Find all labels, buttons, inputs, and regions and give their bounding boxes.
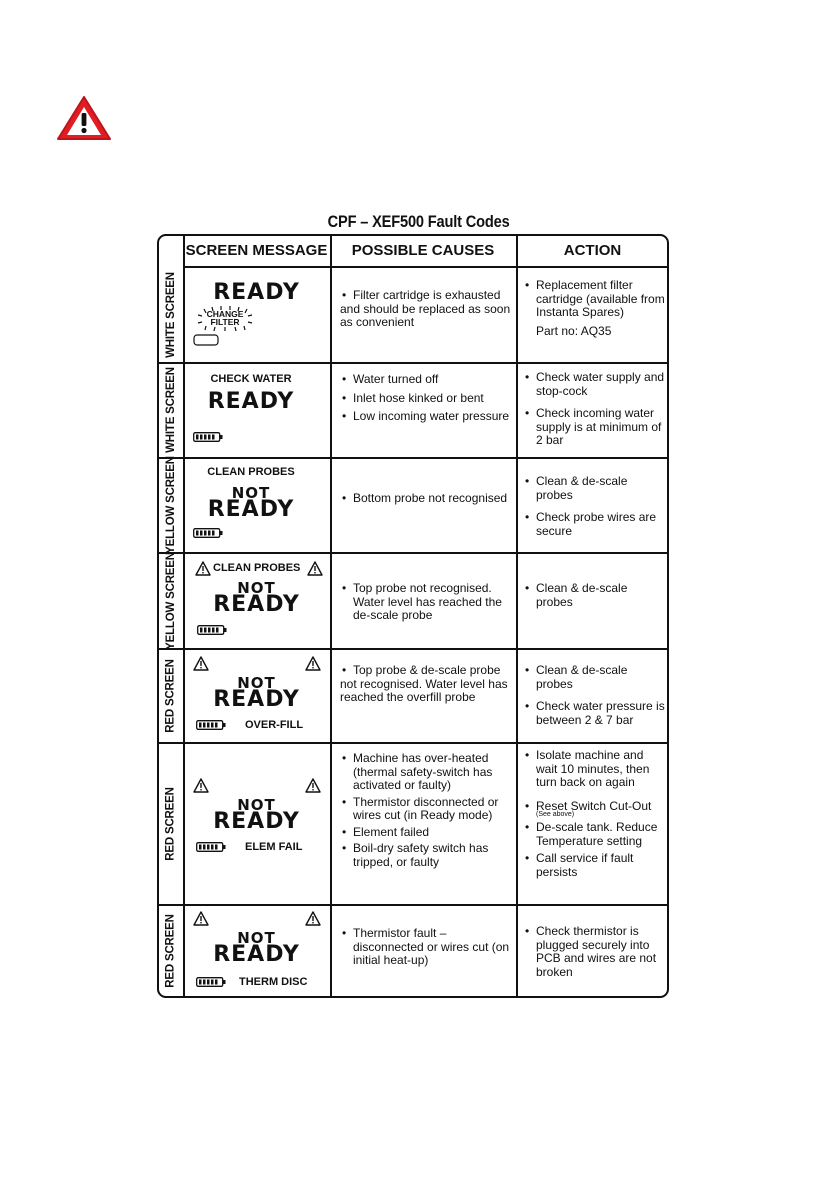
battery-icon	[196, 720, 226, 730]
action-item: • De-scale tank. Reduce Temperature setting	[523, 821, 667, 848]
action-item: • Check water pressure is between 2 & 7 bar	[523, 700, 667, 727]
cause-item: • Boil-dry safety switch has tripped, or faulty	[340, 842, 514, 869]
row-label: RED SCREEN	[165, 913, 177, 988]
screen-message-cell	[183, 553, 330, 648]
clean-probes-text: CLEAN PROBES	[213, 562, 301, 574]
page-title: CPF – XEF500 Fault Codes	[327, 212, 510, 231]
screen-message-cell	[183, 743, 330, 904]
warning-icon	[193, 778, 209, 793]
screen-message-cell	[183, 649, 330, 742]
not-text: NOT	[237, 674, 276, 692]
ready-text: READY	[213, 592, 300, 617]
causes-cell	[340, 373, 512, 429]
ready-text: READY	[213, 687, 300, 712]
action-item: • Clean & de-scale probes	[523, 475, 667, 502]
action-item: • Replacement filter cartridge (available from Instanta Spares)	[523, 279, 667, 320]
action-item: • Reset Switch Cut-Out	[523, 800, 667, 814]
column-divider	[516, 236, 518, 996]
cause-item: • Low incoming water pressure	[340, 410, 512, 424]
screen-message-cell	[183, 905, 330, 996]
see-above-note: (See above)	[536, 811, 575, 818]
action-item: • Clean & de-scale probes	[523, 582, 667, 609]
warning-icon	[195, 561, 211, 576]
cause-item: • Thermistor fault – disconnected or wires cut (on initial heat-up)	[340, 927, 512, 968]
ready-text: READY	[213, 280, 300, 305]
not-text: NOT	[237, 579, 276, 597]
filter-icon	[193, 334, 219, 346]
screen-message-cell	[183, 363, 330, 457]
cause-item: • Top probe & de-scale probe not recognised. Water level has reached the overfill probe	[340, 664, 512, 705]
ready-text: READY	[207, 497, 295, 522]
warning-icon	[305, 911, 321, 926]
warning-icon	[307, 561, 323, 576]
causes-cell	[340, 927, 512, 973]
action-cell	[523, 925, 667, 984]
elem-fail-text: ELEM FAIL	[245, 841, 303, 853]
action-item: • Check incoming water supply is at minimum of 2 bar	[523, 407, 667, 448]
warning-icon	[193, 911, 209, 926]
causes-cell	[340, 289, 512, 335]
header-screen-message: SCREEN MESSAGE	[185, 242, 328, 259]
action-cell	[523, 664, 667, 732]
cause-item: • Water turned off	[340, 373, 512, 387]
cause-item: • Machine has over-heated (thermal safety-switch has activated or faulty)	[340, 752, 514, 793]
not-text: NOT	[237, 796, 276, 814]
causes-cell	[340, 664, 512, 710]
causes-cell	[340, 752, 514, 872]
ready-text: READY	[213, 809, 300, 834]
cause-item: • Filter cartridge is exhausted and should be replaced as soon as convenient	[340, 289, 512, 330]
action-item: • Isolate machine and wait 10 minutes, then turn back on again	[523, 749, 667, 790]
battery-icon	[196, 977, 226, 987]
action-cell	[523, 475, 667, 543]
header-action: ACTION	[563, 242, 622, 259]
action-cell	[523, 371, 667, 453]
not-text: NOT	[237, 929, 276, 947]
battery-icon	[197, 625, 227, 635]
cause-item: • Thermistor disconnected or wires cut (in Ready mode)	[340, 796, 514, 823]
row-label: WHITE SCREEN	[165, 272, 177, 358]
action-cell	[523, 279, 667, 338]
row-label: RED SCREEN	[165, 658, 177, 733]
ready-text: READY	[213, 942, 300, 967]
action-cell	[523, 749, 667, 884]
screen-message-cell	[183, 458, 330, 552]
column-divider	[330, 236, 332, 996]
action-item: • Clean & de-scale probes	[523, 664, 667, 691]
action-item: • Check water supply and stop-cock	[523, 371, 667, 398]
row-label: YELLOW SCREEN	[165, 456, 177, 554]
row-label: WHITE SCREEN	[165, 367, 177, 453]
change-filter-text: CHANGE FILTER	[206, 309, 244, 327]
row-label: RED SCREEN	[165, 786, 177, 861]
battery-icon	[196, 842, 226, 852]
cause-item: • Element failed	[340, 826, 514, 840]
ready-text: READY	[207, 389, 295, 414]
check-water-text: CHECK WATER	[210, 373, 292, 385]
fault-code-table	[157, 234, 669, 998]
warning-triangle-icon	[56, 94, 112, 142]
cause-item: • Inlet hose kinked or bent	[340, 392, 512, 406]
over-fill-text: OVER-FILL	[245, 719, 304, 731]
cause-item: • Bottom probe not recognised	[340, 492, 512, 506]
warning-icon	[305, 656, 321, 671]
warning-icon	[305, 778, 321, 793]
header-possible-causes: POSSIBLE CAUSES	[351, 242, 495, 259]
not-text: NOT	[231, 484, 271, 502]
screen-message-cell	[183, 268, 330, 362]
warning-icon	[193, 656, 209, 671]
action-cell	[523, 582, 667, 614]
action-item: • Check thermistor is plugged securely into PCB and wires are not broken	[523, 925, 667, 979]
battery-icon	[193, 528, 223, 538]
action-item: • Call service if fault persists	[523, 852, 667, 879]
part-number: Part no: AQ35	[536, 323, 612, 338]
row-label: YELLOW SCREEN	[165, 551, 177, 650]
cause-item: • Top probe not recognised. Water level has reached the de-scale probe	[340, 582, 512, 623]
causes-cell	[340, 582, 512, 628]
battery-icon	[193, 432, 223, 442]
causes-cell	[340, 492, 512, 511]
action-item: • Check probe wires are secure	[523, 511, 667, 538]
clean-probes-text: CLEAN PROBES	[207, 466, 295, 478]
therm-disc-text: THERM DISC	[239, 976, 308, 988]
